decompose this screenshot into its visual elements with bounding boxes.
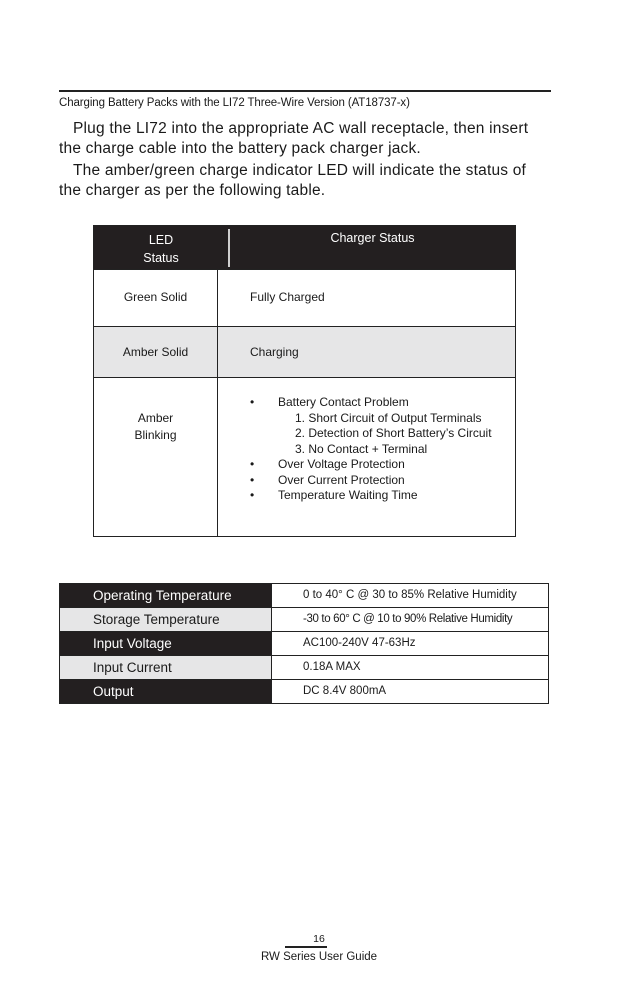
spec-row-storage-temperature	[60, 607, 548, 631]
charger-status-list	[248, 395, 492, 504]
list-item-text: Over Voltage Protection	[278, 457, 405, 471]
spec-label: Output	[60, 680, 272, 703]
spec-label: Input Current	[60, 656, 272, 679]
list-subitem: 1. Short Circuit of Output Terminals	[295, 410, 482, 425]
list-item	[248, 395, 492, 411]
bullet-icon: •	[250, 395, 255, 409]
table-header	[94, 226, 515, 269]
column-divider	[217, 327, 218, 378]
top-rule	[59, 90, 551, 92]
spec-label: Storage Temperature	[60, 608, 272, 631]
header-charger-status: Charger Status	[330, 231, 415, 245]
spec-row-input-voltage	[60, 631, 548, 655]
led-status-cell	[94, 410, 217, 444]
charger-status-cell: Charging	[250, 345, 299, 359]
list-item	[248, 488, 492, 504]
spec-value: AC100-240V 47-63Hz	[303, 637, 416, 649]
bullet-icon: •	[250, 472, 255, 487]
paragraph-led-intro	[59, 161, 551, 201]
footer-guide-title: RW Series User Guide	[260, 951, 378, 963]
list-item	[248, 473, 492, 489]
spec-row-input-current	[60, 655, 548, 679]
list-subitem: 2. Detection of Short Battery’s Circuit	[295, 426, 492, 440]
paragraph-text: Plug the LI72 into the appropriate AC wall receptacle, then insert the charge cable into the battery pack charger jack.	[59, 120, 529, 157]
status-text: Amber	[137, 411, 174, 425]
spec-label: Operating Temperature	[60, 584, 272, 607]
page-number: 16	[313, 933, 325, 945]
column-divider	[217, 270, 218, 327]
list-item-text: Over Current Protection	[278, 472, 405, 487]
spec-label: Input Voltage	[60, 632, 272, 655]
status-text: Blinking	[134, 428, 177, 442]
table-row	[94, 269, 515, 327]
spec-row-output	[60, 679, 548, 703]
header-led-status	[94, 231, 228, 267]
table-row	[94, 377, 515, 537]
paragraph-plug-in	[59, 119, 551, 159]
bullet-icon: •	[250, 457, 255, 471]
page-number-rule	[285, 946, 327, 948]
header-text: LED	[148, 233, 174, 247]
list-item-text: Temperature Waiting Time	[278, 488, 418, 502]
led-status-cell: Amber Solid	[122, 345, 189, 359]
list-subitem: 3. No Contact + Terminal	[295, 441, 428, 456]
table-row	[94, 326, 515, 378]
bullet-icon: •	[250, 488, 255, 502]
list-item-text: Battery Contact Problem	[278, 395, 409, 409]
column-divider	[217, 378, 218, 537]
paragraph-text: The amber/green charge indicator LED will indicate the status of the charger as per the following table.	[59, 162, 527, 199]
header-text: Status	[143, 251, 179, 265]
spec-value: -30 to 60° C @ 10 to 90% Relative Humidity	[303, 613, 513, 625]
spec-row-operating-temperature	[60, 584, 548, 607]
charger-status-cell: Fully Charged	[250, 290, 325, 304]
led-status-cell: Green Solid	[123, 290, 188, 304]
specifications-table	[59, 583, 549, 704]
section-title: Charging Battery Packs with the LI72 Three-Wire Version (AT18737-x)	[59, 97, 410, 109]
list-item	[248, 457, 492, 473]
spec-value: DC 8.4V 800mA	[303, 685, 387, 697]
led-status-table	[93, 225, 516, 537]
spec-value: 0 to 40° C @ 30 to 85% Relative Humidity	[303, 589, 517, 601]
spec-value: 0.18A MAX	[303, 661, 361, 673]
